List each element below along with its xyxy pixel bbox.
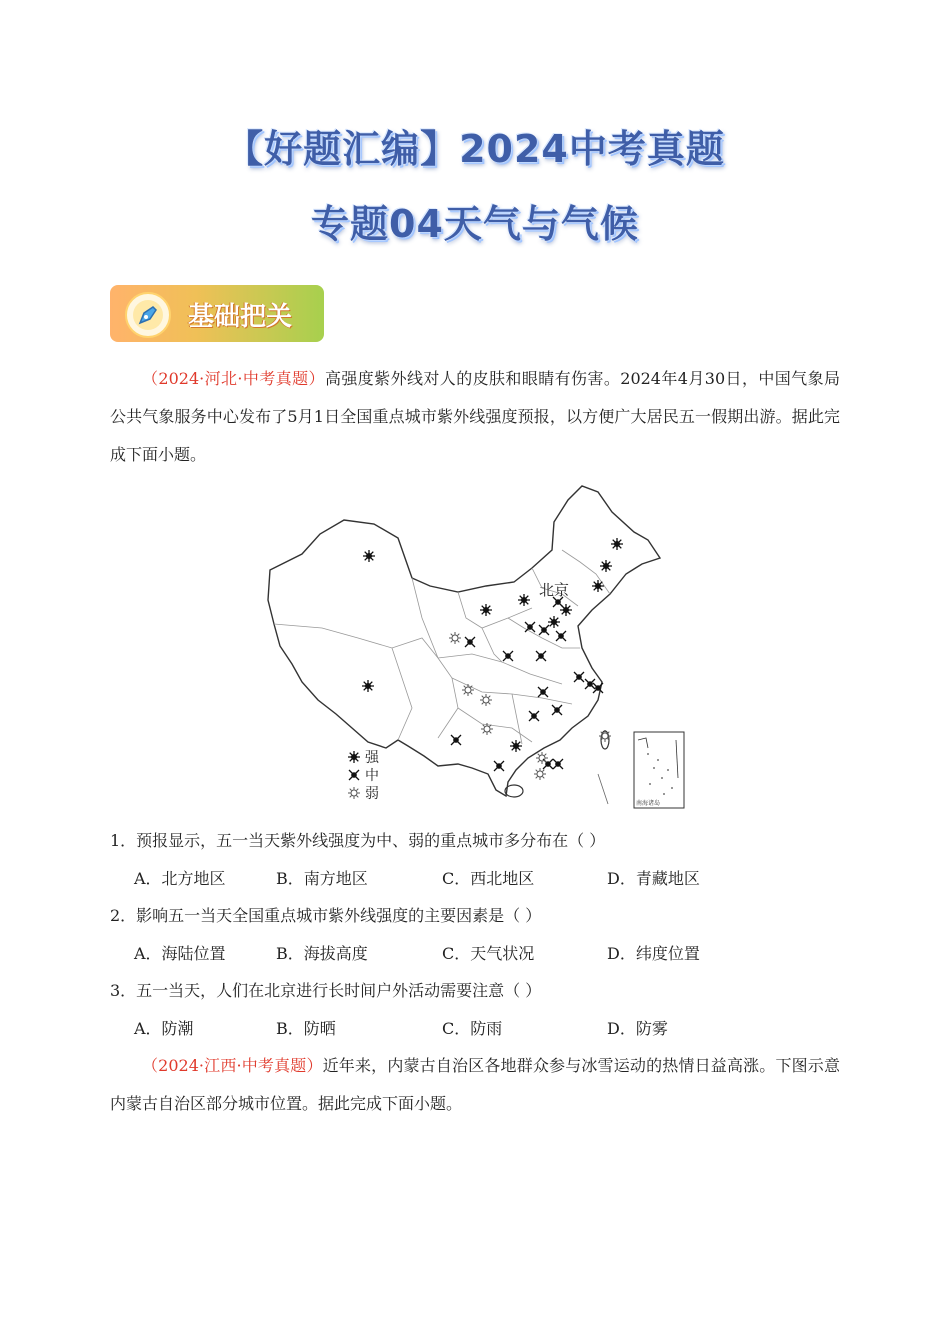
uv-forecast-map xyxy=(262,478,700,813)
page-title: 【好题汇编】2024中考真题 xyxy=(225,127,725,171)
intro-text: 高强度紫外线对人的皮肤和眼睛有伤害。2024年4月30日，中国气象局公共气象服务中心发布了5月1日全国重点城市紫外线强度预报，以方便广大居民五一假期出游。据此完成下面小题。 xyxy=(110,369,840,464)
q1-option-a[interactable]: A．北方地区 xyxy=(134,869,226,888)
pen-icon xyxy=(125,292,171,338)
intro-paragraph-2 xyxy=(110,1047,840,1123)
question-1: 1．预报显示，五一当天紫外线强度为中、弱的重点城市多分布在（ ） xyxy=(110,831,606,850)
beijing-label: 北京 xyxy=(539,581,570,599)
q3-option-c[interactable]: C．防雨 xyxy=(442,1019,503,1038)
q1-option-d[interactable]: D．青藏地区 xyxy=(607,869,700,888)
legend-medium: 中 xyxy=(365,768,379,784)
q1-option-c[interactable]: C．西北地区 xyxy=(442,869,535,888)
section-label: 基础把关 xyxy=(188,302,293,332)
intro-paragraph-1 xyxy=(110,360,840,474)
question-3: 3．五一当天，人们在北京进行长时间户外活动需要注意（ ） xyxy=(110,981,542,1000)
question-2: 2．影响五一当天全国重点城市紫外线强度的主要因素是（ ） xyxy=(110,906,542,925)
inset-label: 南海诸岛 xyxy=(636,800,661,807)
legend-weak: 弱 xyxy=(365,786,379,802)
section-banner xyxy=(110,285,324,342)
q3-option-a[interactable]: A．防潮 xyxy=(134,1019,194,1038)
q3-option-b[interactable]: B．防晒 xyxy=(276,1019,336,1038)
legend-strong: 强 xyxy=(365,750,379,766)
china-outline xyxy=(268,486,660,796)
q2-option-a[interactable]: A．海陆位置 xyxy=(134,944,226,963)
intro-text: 近年来，内蒙古自治区各地群众参与冰雪运动的热情日益高涨。下图示意内蒙古自治区部分城市位置。据此完成下面小题。 xyxy=(110,1056,840,1113)
q2-option-c[interactable]: C．天气状况 xyxy=(442,944,535,963)
q3-option-d[interactable]: D．防雾 xyxy=(607,1019,668,1038)
q2-option-d[interactable]: D．纬度位置 xyxy=(607,944,700,963)
q1-option-b[interactable]: B．南方地区 xyxy=(276,869,368,888)
q2-option-b[interactable]: B．海拔高度 xyxy=(276,944,368,963)
source-tag: （2024·河北·中考真题） xyxy=(142,369,325,388)
page-subtitle: 专题04天气与气候 xyxy=(311,202,639,246)
source-tag: （2024·江西·中考真题） xyxy=(142,1056,323,1075)
